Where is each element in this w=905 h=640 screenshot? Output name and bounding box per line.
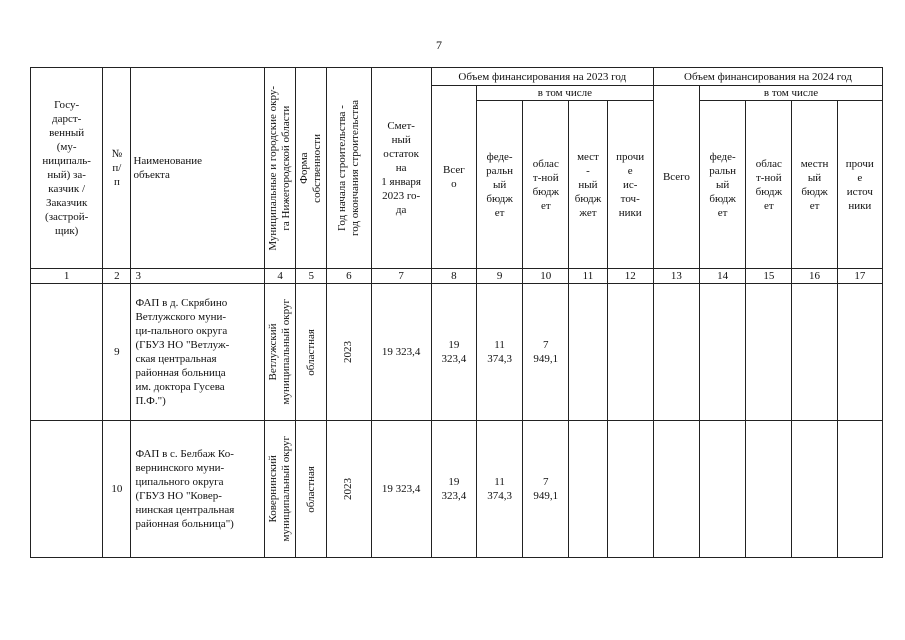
cell-local-2024 — [792, 284, 837, 421]
column-number: 5 — [296, 269, 327, 284]
cell-year — [327, 421, 371, 558]
header-name: Наименование объекта — [131, 68, 265, 269]
column-number: 6 — [327, 269, 371, 284]
cell-other-2023 — [607, 421, 653, 558]
cell-regional-2023: 7 949,1 — [523, 284, 569, 421]
header-federal-2024: феде- ральн ый бюдж ет — [700, 101, 746, 269]
header-fin-2024: Объем финансирования на 2024 год — [653, 68, 882, 86]
table-row — [31, 421, 883, 558]
cell-local-2023 — [569, 284, 607, 421]
header-ownership-cell — [296, 68, 327, 269]
cell-federal-2023: 11 374,3 — [476, 421, 522, 558]
cell-federal-2024 — [700, 284, 746, 421]
cell-local-2023 — [569, 421, 607, 558]
column-number: 12 — [607, 269, 653, 284]
column-number: 4 — [265, 269, 296, 284]
cell-federal-2024 — [700, 421, 746, 558]
cell-regional-2023: 7 949,1 — [523, 421, 569, 558]
column-number: 11 — [569, 269, 607, 284]
header-local-2024: местн ый бюдж ет — [792, 101, 837, 269]
column-number: 13 — [653, 269, 699, 284]
cell-ownership — [296, 421, 327, 558]
municipality-text: Ковернинский муниципальный округ — [267, 436, 293, 542]
cell-year — [327, 284, 371, 421]
column-number-row — [31, 269, 883, 284]
header-municipality-cell — [265, 68, 296, 269]
financing-table — [30, 67, 883, 558]
cell-regional-2024 — [746, 421, 792, 558]
cell-num: 9 — [103, 284, 131, 421]
column-number: 14 — [700, 269, 746, 284]
column-number: 16 — [792, 269, 837, 284]
ownership-text: областная — [304, 328, 317, 376]
cell-local-2024 — [792, 421, 837, 558]
column-number: 3 — [131, 269, 265, 284]
header-fin-2023: Объем финансирования на 2023 год — [431, 68, 653, 86]
header-other-2024: прочи е источ ники — [837, 101, 882, 269]
header-including-2024: в том числе — [700, 86, 883, 101]
cell-total-2024 — [653, 284, 699, 421]
cell-municipality — [265, 284, 296, 421]
header-num: № п/ п — [103, 68, 131, 269]
header-balance: Смет- ный остаток на 1 января 2023 го- да — [371, 68, 431, 269]
cell-total-2023: 19 323,4 — [431, 284, 476, 421]
header-regional-2024: облас т-ной бюдж ет — [746, 101, 792, 269]
header-including-2023: в том числе — [476, 86, 653, 101]
cell-total-2024 — [653, 421, 699, 558]
cell-federal-2023: 11 374,3 — [476, 284, 522, 421]
header-federal-2023: феде- ральн ый бюдж ет — [476, 101, 522, 269]
header-regional-2023: облас т-ной бюдж ет — [523, 101, 569, 269]
column-number: 2 — [103, 269, 131, 284]
cell-customer — [31, 284, 103, 421]
column-number: 7 — [371, 269, 431, 284]
year-text: 2023 — [342, 341, 355, 363]
column-number: 10 — [523, 269, 569, 284]
cell-name: ФАП в д. Скрябино Ветлужского муни- ци-пального округа (ГБУЗ НО "Ветлуж- ская центральная районная больница им. доктора Гусева П.Ф.") — [131, 284, 265, 421]
header-ownership: Форма собственности — [298, 133, 324, 203]
cell-regional-2024 — [746, 284, 792, 421]
page-number: 7 — [436, 38, 442, 52]
table-row — [31, 284, 883, 421]
header-other-2023: прочи е ис- точ- ники — [607, 101, 653, 269]
cell-other-2023 — [607, 284, 653, 421]
column-number: 1 — [31, 269, 103, 284]
header-customer: Госу- дарст- венный (му- ниципаль- ный) за- казчик / Заказчик (застрой- щик) — [31, 68, 103, 269]
column-number: 17 — [837, 269, 882, 284]
cell-customer — [31, 421, 103, 558]
cell-num: 10 — [103, 421, 131, 558]
column-number: 8 — [431, 269, 476, 284]
column-number: 15 — [746, 269, 792, 284]
column-number: 9 — [476, 269, 522, 284]
header-local-2023: мест - ный бюдж жет — [569, 101, 607, 269]
cell-balance: 19 323,4 — [371, 284, 431, 421]
cell-balance: 19 323,4 — [371, 421, 431, 558]
header-total-2023: Всег о — [431, 86, 476, 269]
year-text: 2023 — [342, 478, 355, 500]
header-municipality: Муниципальные и городские окру- га Нижегородской области — [267, 85, 293, 251]
cell-other-2024 — [837, 421, 882, 558]
header-total-2024: Всего — [653, 86, 699, 269]
cell-municipality — [265, 421, 296, 558]
cell-other-2024 — [837, 284, 882, 421]
cell-name: ФАП в с. Белбаж Ко- вернинского муни- ципального округа (ГБУЗ НО "Ковер- нинская центральная районная больница") — [131, 421, 265, 558]
cell-total-2023: 19 323,4 — [431, 421, 476, 558]
ownership-text: областная — [304, 465, 317, 513]
header-years: Год начала строительства - год окончания строительства — [335, 100, 361, 236]
header-years-cell — [327, 68, 371, 269]
municipality-text: Ветлужский муниципальный округ — [267, 299, 293, 405]
cell-ownership — [296, 284, 327, 421]
